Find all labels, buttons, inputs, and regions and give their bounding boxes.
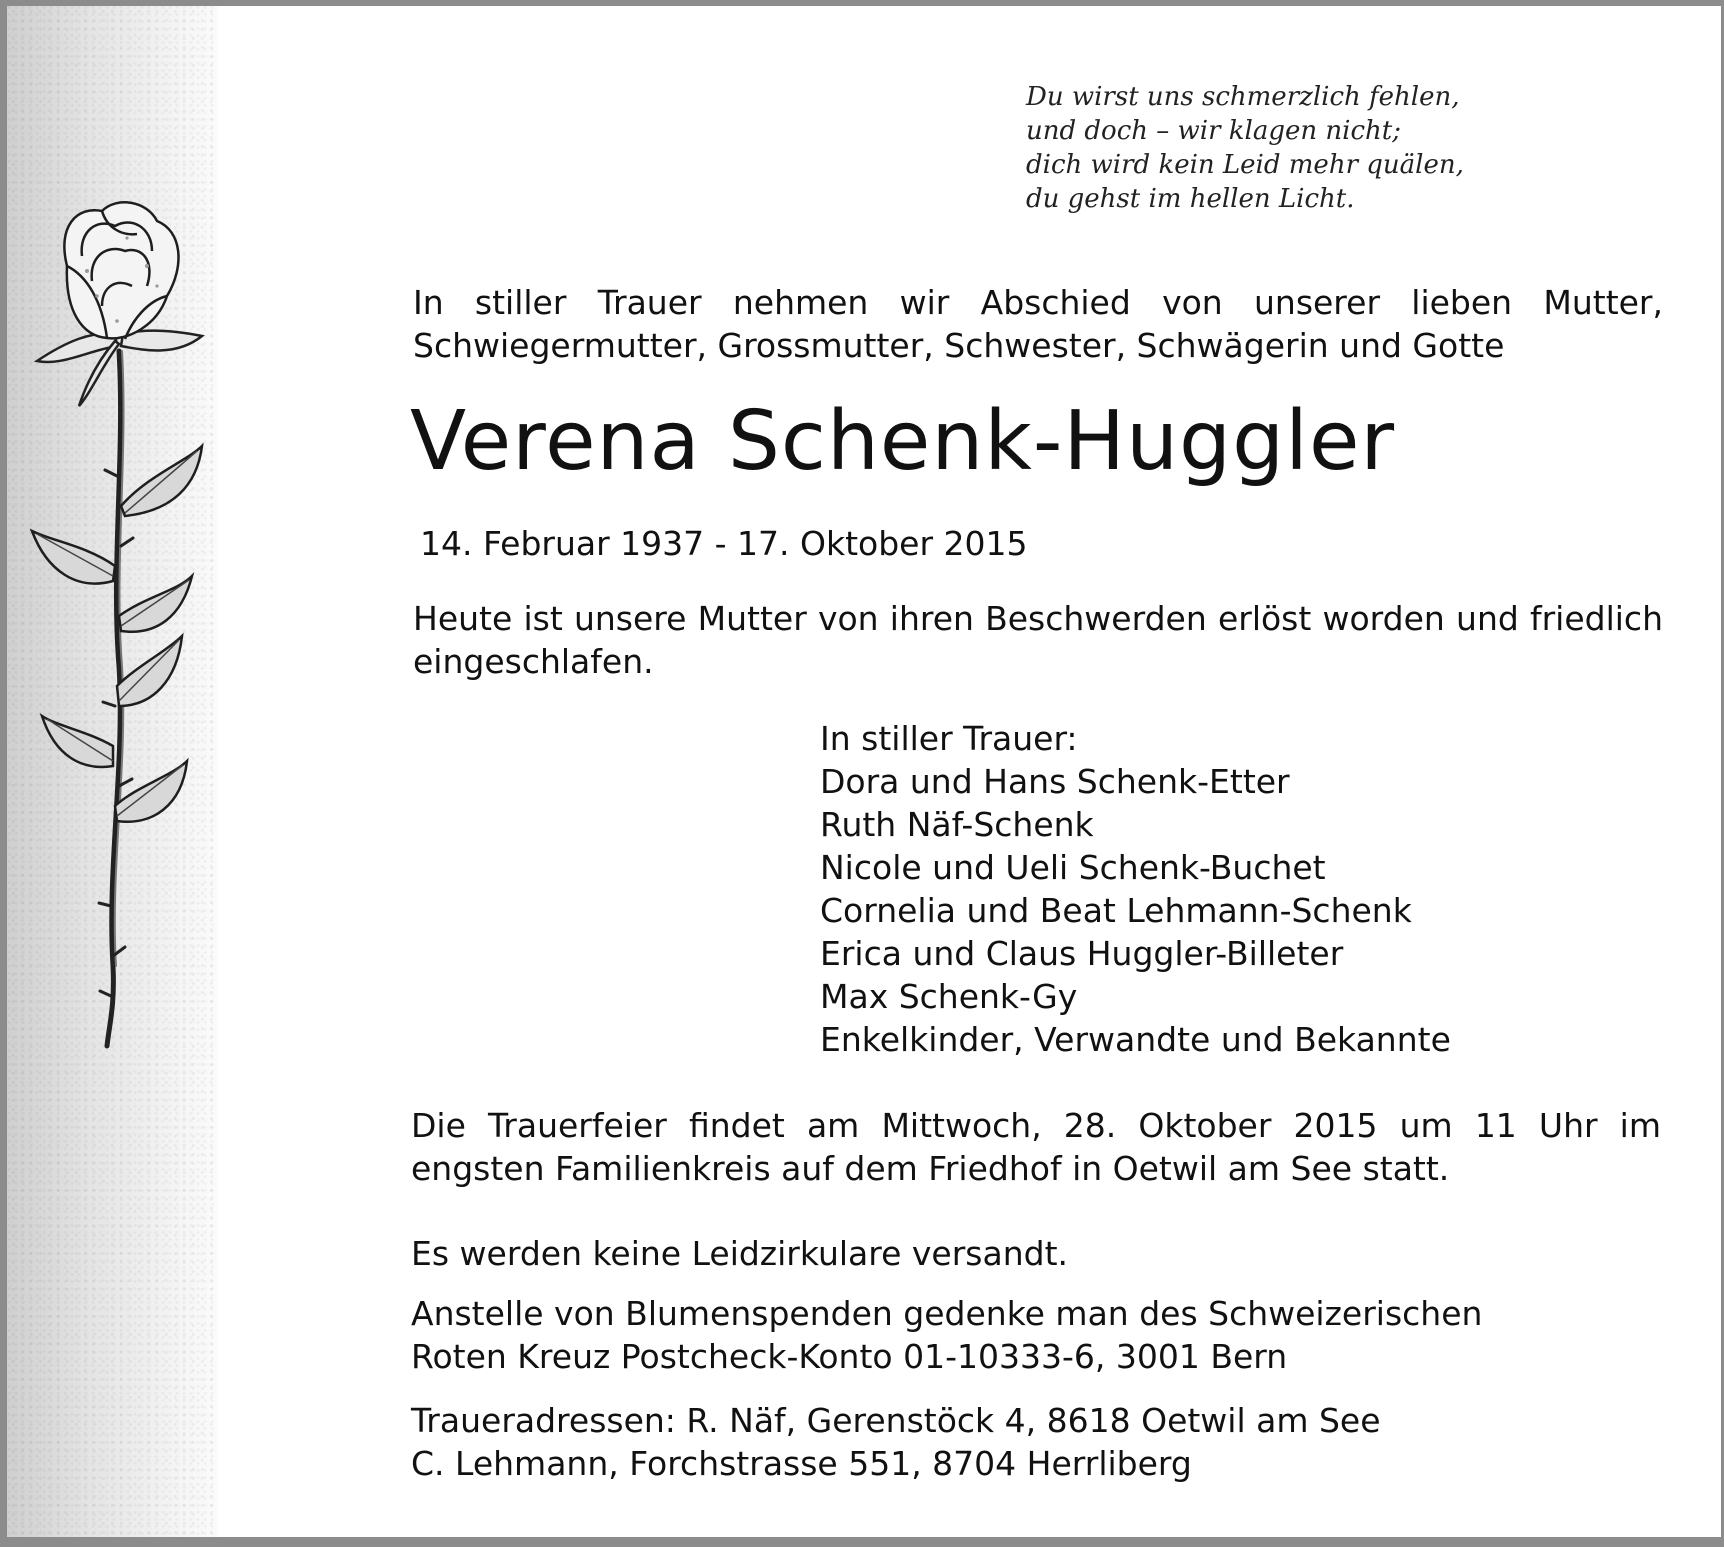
message-text: Heute ist unsere Mutter von ihren Beschwerden erlöst worden und friedlich eingeschlafen. xyxy=(413,599,1663,681)
address-line: C. Lehmann, Forchstrasse 551, 8704 Herrliberg xyxy=(411,1444,1192,1483)
mourner-name: Nicole und Ueli Schenk-Buchet xyxy=(820,848,1326,887)
mourner-name: Max Schenk-Gy xyxy=(820,977,1078,1016)
mourner-name: Enkelkinder, Verwandte und Bekannte xyxy=(820,1020,1451,1059)
circular-notice: Es werden keine Leidzirkulare versandt. xyxy=(411,1234,1069,1273)
mourners-heading: In stiller Trauer: xyxy=(820,719,1078,758)
life-dates: 14. Februar 1937 - 17. Oktober 2015 xyxy=(420,524,1028,563)
mourner-name: Ruth Näf-Schenk xyxy=(820,805,1094,844)
address-line: Traueradressen: R. Näf, Gerenstöck 4, 8618 Oetwil am See xyxy=(411,1401,1381,1440)
service-info: Die Trauerfeier findet am Mittwoch, 28. Oktober 2015 um 11 Uhr im engsten Familienkreis auf dem Friedhof in Oetwil am See statt. xyxy=(411,1106,1661,1188)
intro-text: In stiller Trauer nehmen wir Abschied von unserer lieben Mutter, Schwiegermutter, Grossmutter, Schwester, Schwägerin und Gotte xyxy=(413,283,1663,365)
mourner-name: Cornelia und Beat Lehmann-Schenk xyxy=(820,891,1412,930)
donation-line: Roten Kreuz Postcheck-Konto 01-10333-6, 3001 Bern xyxy=(411,1337,1288,1376)
mourner-name: Dora und Hans Schenk-Etter xyxy=(820,762,1290,801)
donation-line: Anstelle von Blumenspenden gedenke man des Schweizerischen xyxy=(411,1294,1483,1333)
deceased-name: Verena Schenk-Huggler xyxy=(410,394,1396,489)
poem-line: Du wirst uns schmerzlich fehlen, xyxy=(1026,82,1460,112)
mourner-name: Erica und Claus Huggler-Billeter xyxy=(820,934,1344,973)
poem-line: und doch – wir klagen nicht; xyxy=(1026,116,1401,146)
poem-line: du gehst im hellen Licht. xyxy=(1026,184,1355,214)
poem-line: dich wird kein Leid mehr quälen, xyxy=(1026,150,1464,180)
